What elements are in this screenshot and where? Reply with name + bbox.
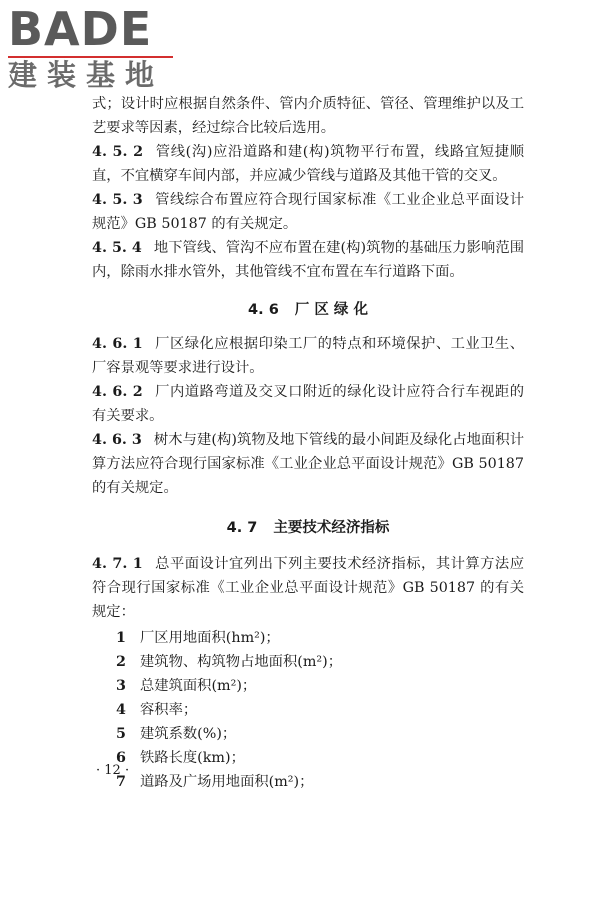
clause-4-6-1 [92, 332, 524, 380]
section-title: 主要技术经济指标 [273, 520, 390, 536]
list-item-number: 6 [116, 750, 126, 766]
clause-text: 地下管线、管沟不应布置在建(构)筑物的基础压力影响范围内，除雨水排水管外，其他管线不宜布置在车行道路下面。 [92, 240, 524, 280]
clause-text: 总平面设计宜列出下列主要技术经济指标，其计算方法应符合现行国家标准《工业企业总平面设计规范》GB 50187 的有关规定： [92, 556, 524, 620]
indicator-list [92, 626, 524, 794]
clause-4-7-1 [92, 552, 524, 624]
clause-text: 管线综合布置应符合现行国家标准《工业企业总平面设计规范》GB 50187 的有关规定。 [92, 192, 524, 232]
clause-number: 4. 6. 2 [92, 384, 143, 400]
clause-number: 4. 6. 1 [92, 336, 143, 352]
list-item-number: 5 [116, 726, 126, 742]
clause-text: 厂区绿化应根据印染工厂的特点和环境保护、工业卫生、厂容景观等要求进行设计。 [92, 336, 524, 376]
list-item-number: 4 [116, 702, 126, 718]
logo-chinese-text: 建装基地 [8, 58, 165, 92]
continuation-paragraph: 式；设计时应根据自然条件、管内介质特征、管径、管理维护以及工艺要求等因素，经过综合比较后选用。 [92, 96, 524, 136]
clause-number: 4. 5. 3 [92, 192, 143, 208]
clause-text: 厂内道路弯道及交叉口附近的绿化设计应符合行车视距的有关要求。 [92, 384, 524, 424]
clause-4-5-4 [92, 236, 524, 284]
clause-number: 4. 5. 2 [92, 144, 144, 160]
list-item-text: 铁路长度(km)； [140, 750, 245, 766]
clause-text: 管线(沟)应沿道路和建(构)筑物平行布置，线路宜短捷顺直，不宜横穿车间内部，并应减少管线与道路及其他干管的交叉。 [92, 144, 524, 184]
section-number: 4. 6 [248, 302, 279, 318]
clause-number: 4. 7. 1 [92, 556, 143, 572]
list-item [92, 698, 524, 722]
page-number: · 12 · [96, 763, 130, 778]
clause-4-6-3 [92, 428, 524, 500]
list-item-number: 7 [116, 774, 126, 790]
section-title: 厂 区 绿 化 [294, 302, 368, 318]
list-item-text: 总建筑面积(m²)； [140, 678, 257, 694]
list-item [92, 626, 524, 650]
document-body [92, 92, 524, 794]
list-item [92, 770, 524, 794]
logo-wordmark: BADE [8, 2, 153, 56]
clause-4-5-3 [92, 188, 524, 236]
list-item-number: 1 [116, 630, 126, 646]
list-item-number: 2 [116, 654, 126, 670]
list-item-text: 厂区用地面积(hm²)； [140, 630, 280, 646]
bade-logo [8, 4, 178, 94]
clause-number: 4. 5. 4 [92, 240, 142, 256]
list-item-text: 建筑系数(%)； [140, 726, 237, 742]
clause-number: 4. 6. 3 [92, 432, 142, 448]
list-item [92, 674, 524, 698]
clause-text: 树木与建(构)筑物及地下管线的最小间距及绿化占地面积计算方法应符合现行国家标准《工业企业总平面设计规范》GB 50187 的有关规定。 [92, 432, 524, 496]
section-number: 4. 7 [226, 520, 258, 536]
list-item-text: 道路及广场用地面积(m²)； [140, 774, 314, 790]
list-item [92, 650, 524, 674]
list-item-text: 建筑物、构筑物占地面积(m²)； [140, 654, 343, 670]
section-heading-4-6 [92, 298, 524, 322]
list-item [92, 722, 524, 746]
list-item [92, 746, 524, 770]
section-heading-4-7 [92, 516, 524, 540]
list-item-number: 3 [116, 678, 126, 694]
list-item-text: 容积率； [140, 702, 198, 718]
clause-4-5-2 [92, 140, 524, 188]
clause-4-6-2 [92, 380, 524, 428]
